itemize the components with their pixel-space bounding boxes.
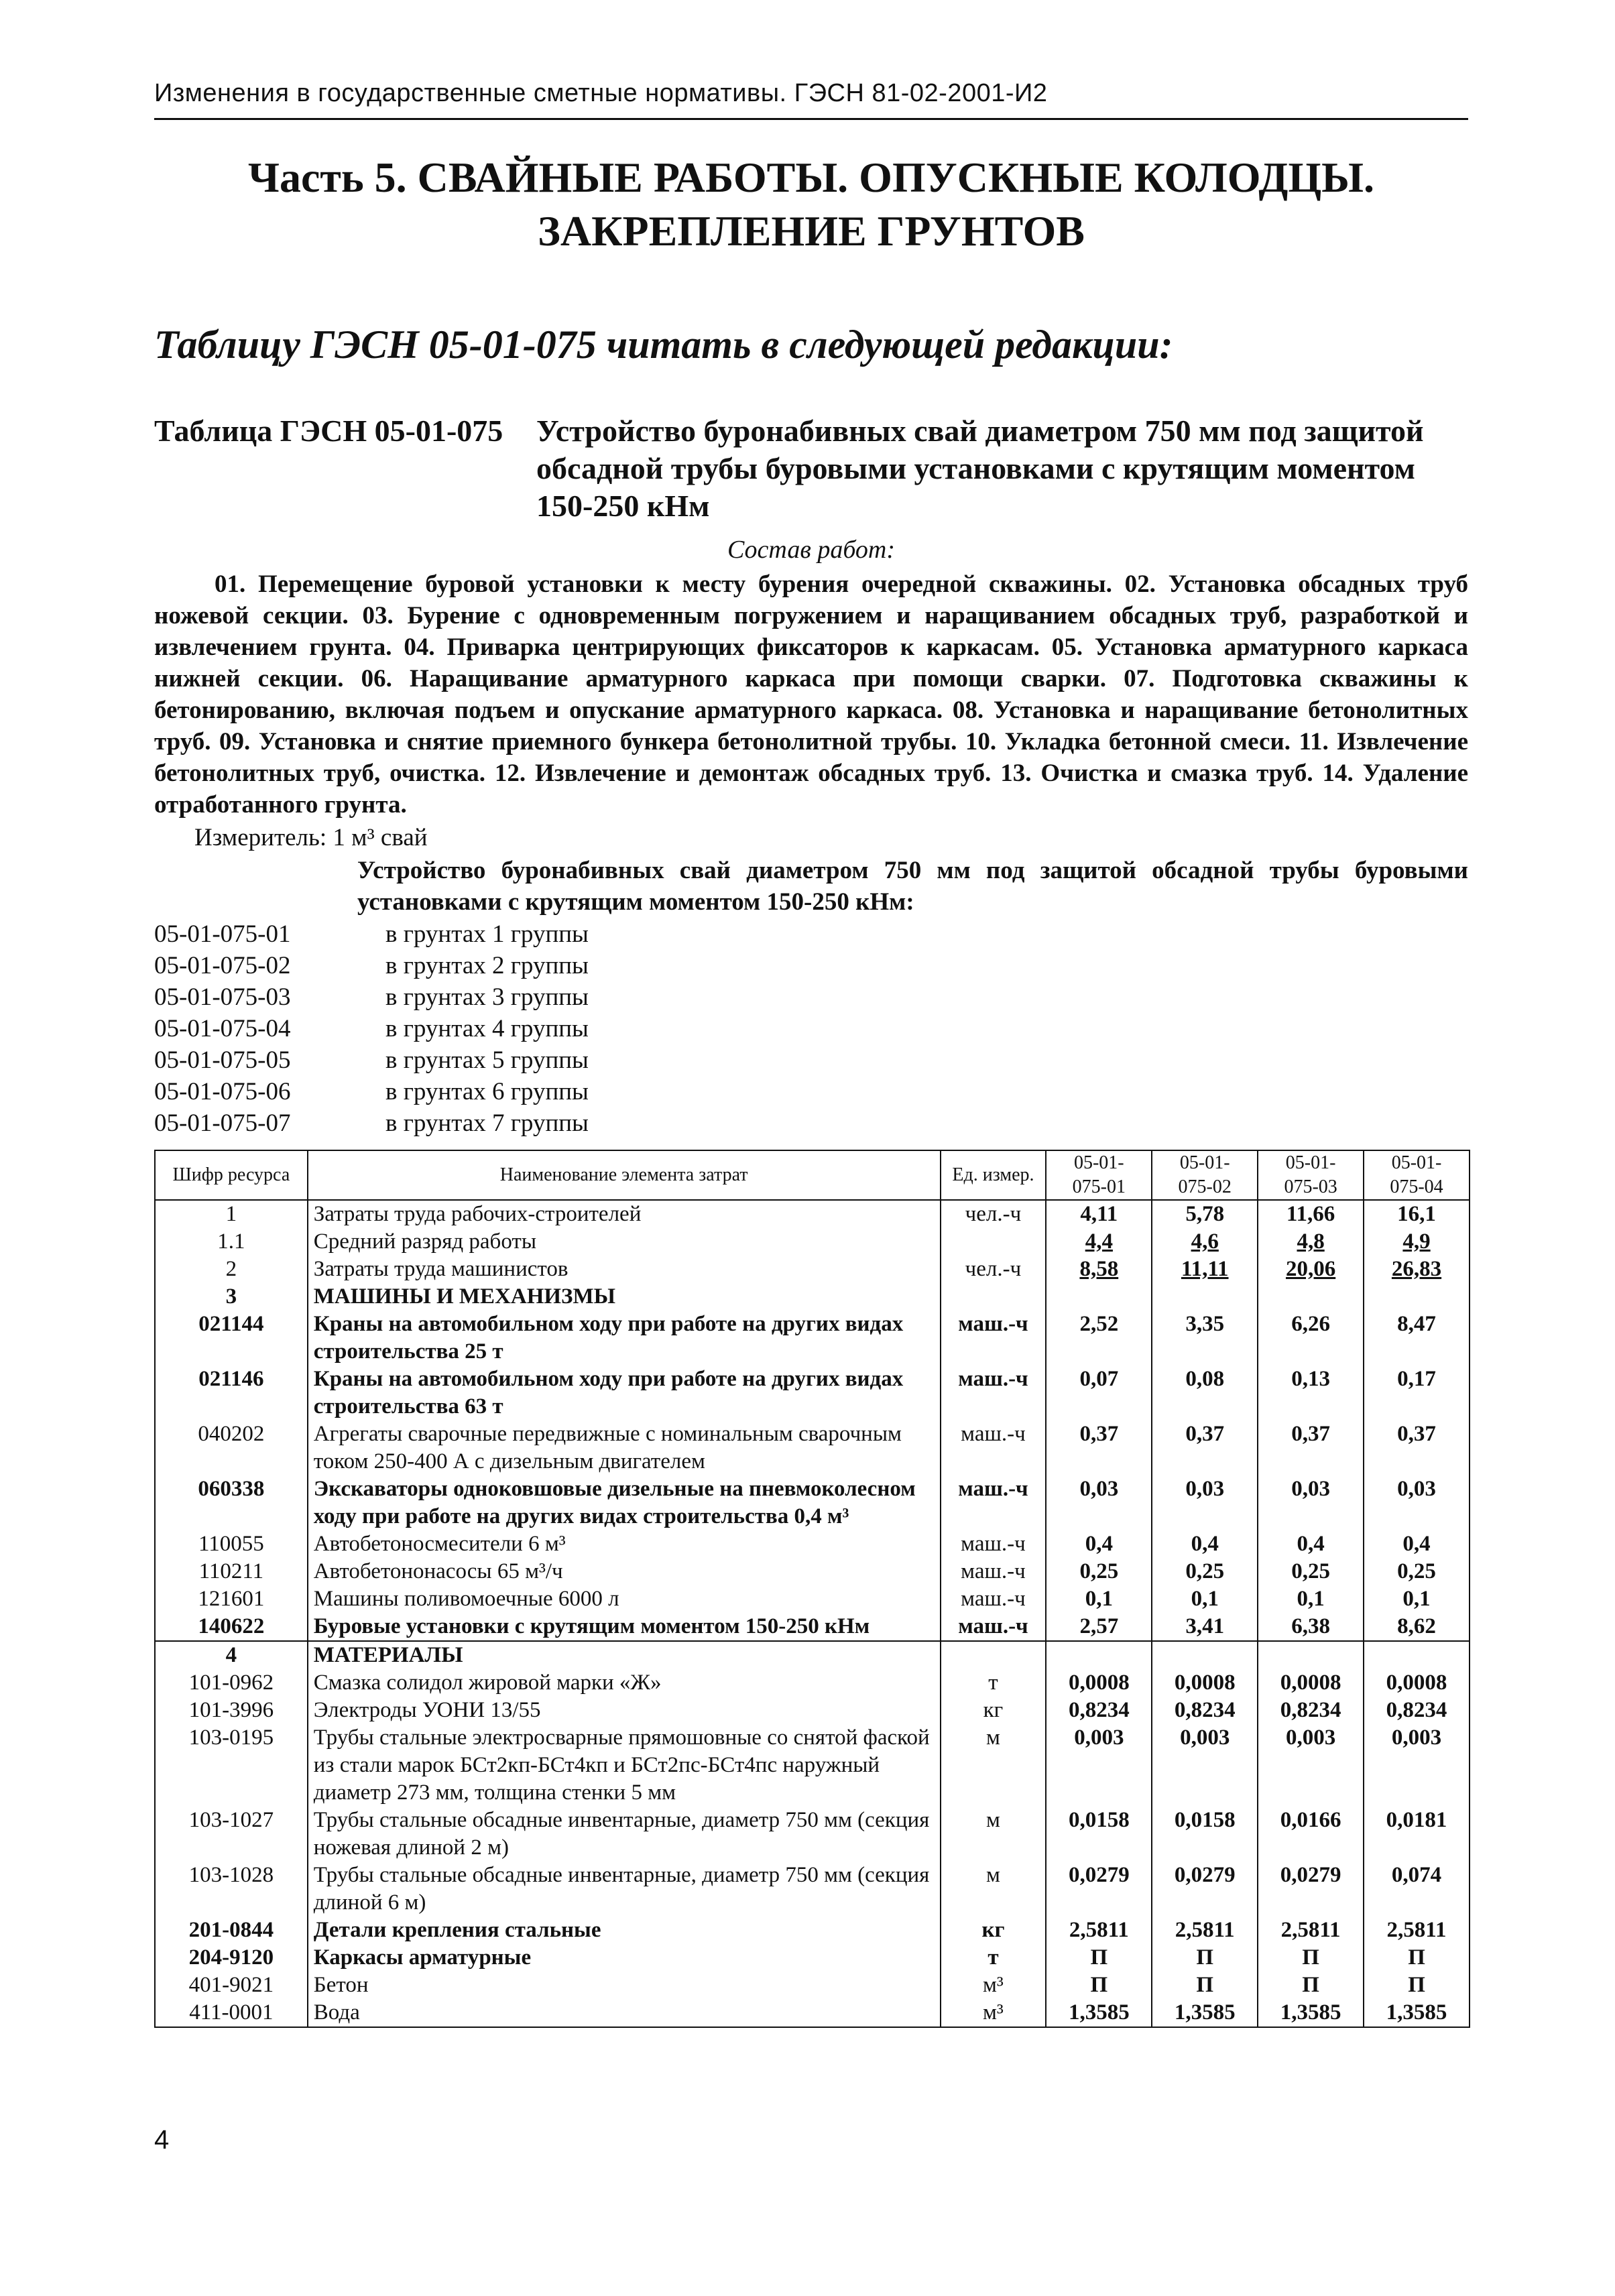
table-row bbox=[155, 1724, 1470, 1807]
resource-value: 3,41 bbox=[1152, 1613, 1258, 1641]
norm-code-text: в грунтах 7 группы bbox=[385, 1109, 589, 1137]
resource-name: Трубы стальные электросварные прямошовные со снятой фаской из стали марок БСт2кп-БСт4кп и БСт2пс-БСт4пс наружный диаметр 273 мм, толщина стенки 5 мм bbox=[308, 1724, 941, 1807]
resource-value bbox=[1152, 1641, 1258, 1669]
resource-value: 4,8 bbox=[1258, 1228, 1364, 1256]
resource-value: 0,13 bbox=[1258, 1366, 1364, 1421]
resource-unit: маш.-ч bbox=[941, 1475, 1046, 1530]
resource-unit: чел.-ч bbox=[941, 1200, 1046, 1228]
measure-unit bbox=[194, 823, 428, 852]
norm-code-text: в грунтах 4 группы bbox=[385, 1015, 589, 1042]
resource-name: Автобетононасосы 65 м³/ч bbox=[308, 1558, 941, 1585]
resource-value: 8,47 bbox=[1364, 1311, 1470, 1366]
norm-code-text: в грунтах 6 группы bbox=[385, 1078, 589, 1105]
table-row bbox=[155, 1228, 1470, 1256]
resource-unit: т bbox=[941, 1944, 1046, 1972]
resource-unit: м bbox=[941, 1724, 1046, 1807]
resource-unit bbox=[941, 1228, 1046, 1256]
resource-value: 1,3585 bbox=[1364, 1999, 1470, 2027]
resource-value: 0,37 bbox=[1046, 1421, 1152, 1475]
resource-name: Автобетоносмесители 6 м³ bbox=[308, 1530, 941, 1558]
resource-value: 4,11 bbox=[1046, 1200, 1152, 1228]
norm-code: 05-01-075-07 bbox=[154, 1109, 291, 1137]
norm-code-item bbox=[154, 1107, 825, 1139]
resource-name: Краны на автомобильном ходу при работе на других видах строительства 25 т bbox=[308, 1311, 941, 1366]
resource-value bbox=[1046, 1283, 1152, 1311]
resource-code: 021146 bbox=[155, 1366, 308, 1421]
table-row bbox=[155, 1311, 1470, 1366]
resource-unit: маш.-ч bbox=[941, 1530, 1046, 1558]
table-header-row bbox=[155, 1150, 1470, 1200]
resource-value: П bbox=[1046, 1944, 1152, 1972]
resource-unit bbox=[941, 1283, 1046, 1311]
resource-value: 0,003 bbox=[1152, 1724, 1258, 1807]
resource-value: 0,03 bbox=[1364, 1475, 1470, 1530]
table-row bbox=[155, 1421, 1470, 1475]
resource-code: 040202 bbox=[155, 1421, 308, 1475]
norm-code-item bbox=[154, 1013, 825, 1044]
resource-code: 4 bbox=[155, 1641, 308, 1669]
resource-name: Затраты труда рабочих-строителей bbox=[308, 1200, 941, 1228]
table-row bbox=[155, 1558, 1470, 1585]
header-col-2: 05-01- 075-02 bbox=[1152, 1150, 1258, 1200]
resource-value: 0,25 bbox=[1258, 1558, 1364, 1585]
resource-value: 0,25 bbox=[1152, 1558, 1258, 1585]
resource-value: 0,08 bbox=[1152, 1366, 1258, 1421]
resource-value: П bbox=[1152, 1972, 1258, 1999]
table-row bbox=[155, 1641, 1470, 1669]
table-row bbox=[155, 1697, 1470, 1724]
resource-value: 2,5811 bbox=[1046, 1917, 1152, 1944]
table-row bbox=[155, 1944, 1470, 1972]
norm-code-text: в грунтах 3 группы bbox=[385, 983, 589, 1011]
resource-value: 4,6 bbox=[1152, 1228, 1258, 1256]
norm-code-text: в грунтах 1 группы bbox=[385, 920, 589, 948]
resource-unit: кг bbox=[941, 1917, 1046, 1944]
resource-name: Трубы стальные обсадные инвентарные, диаметр 750 мм (секция длиной 6 м) bbox=[308, 1862, 941, 1917]
resource-value bbox=[1364, 1283, 1470, 1311]
resource-value: 0,25 bbox=[1046, 1558, 1152, 1585]
header-name: Наименование элемента затрат bbox=[308, 1150, 941, 1200]
resource-value: 11,66 bbox=[1258, 1200, 1364, 1228]
table-row bbox=[155, 1972, 1470, 1999]
header-col-1: 05-01- 075-01 bbox=[1046, 1150, 1152, 1200]
resource-value: П bbox=[1364, 1944, 1470, 1972]
resource-code: 121601 bbox=[155, 1585, 308, 1613]
resource-value: 0,0181 bbox=[1364, 1807, 1470, 1862]
resource-value: 8,62 bbox=[1364, 1613, 1470, 1641]
resource-value bbox=[1258, 1641, 1364, 1669]
resource-unit bbox=[941, 1641, 1046, 1669]
table-row bbox=[155, 1585, 1470, 1613]
resource-value: П bbox=[1364, 1972, 1470, 1999]
norm-code: 05-01-075-04 bbox=[154, 1015, 291, 1042]
resource-name: Машины поливомоечные 6000 л bbox=[308, 1585, 941, 1613]
resource-unit: м³ bbox=[941, 1999, 1046, 2027]
resource-value: 0,8234 bbox=[1046, 1697, 1152, 1724]
resource-unit: маш.-ч bbox=[941, 1558, 1046, 1585]
norm-code-item bbox=[154, 918, 825, 950]
resource-value: 0,03 bbox=[1152, 1475, 1258, 1530]
resource-name: Вода bbox=[308, 1999, 941, 2027]
resource-code: 140622 bbox=[155, 1613, 308, 1641]
part-title bbox=[154, 151, 1468, 258]
resource-name: Экскаваторы одноковшовые дизельные на пневмоколесном ходу при работе на других видах строительства 0,4 м³ bbox=[308, 1475, 941, 1530]
resource-value: 5,78 bbox=[1152, 1200, 1258, 1228]
resource-value: 0,37 bbox=[1258, 1421, 1364, 1475]
part-title-line2: ЗАКРЕПЛЕНИЕ ГРУНТОВ bbox=[538, 207, 1085, 255]
resource-unit: маш.-ч bbox=[941, 1613, 1046, 1641]
table-label: Таблица ГЭСН 05-01-075 bbox=[154, 414, 503, 448]
resource-value bbox=[1364, 1641, 1470, 1669]
resource-code: 411-0001 bbox=[155, 1999, 308, 2027]
table-row bbox=[155, 1200, 1470, 1228]
resource-value: 0,0158 bbox=[1046, 1807, 1152, 1862]
resource-code: 021144 bbox=[155, 1311, 308, 1366]
resource-code: 110055 bbox=[155, 1530, 308, 1558]
resource-value: 3,35 bbox=[1152, 1311, 1258, 1366]
resource-unit: маш.-ч bbox=[941, 1585, 1046, 1613]
header-code: Шифр ресурса bbox=[155, 1150, 308, 1200]
resource-value: 6,26 bbox=[1258, 1311, 1364, 1366]
edition-note: Таблицу ГЭСН 05-01-075 читать в следующей редакции: bbox=[154, 322, 1173, 367]
table-row bbox=[155, 1669, 1470, 1697]
page-header: Изменения в государственные сметные нормативы. ГЭСН 81-02-2001-И2 bbox=[154, 79, 1048, 107]
resource-value: 0,0166 bbox=[1258, 1807, 1364, 1862]
resource-value: 0,0008 bbox=[1046, 1669, 1152, 1697]
resource-name: Смазка солидол жировой марки «Ж» bbox=[308, 1669, 941, 1697]
header-unit: Ед. измер. bbox=[941, 1150, 1046, 1200]
resource-name: Затраты труда машинистов bbox=[308, 1256, 941, 1283]
resource-unit: кг bbox=[941, 1697, 1046, 1724]
resource-name: Буровые установки с крутящим моментом 150-250 кНм bbox=[308, 1613, 941, 1641]
table-row bbox=[155, 1999, 1470, 2027]
resource-name: Бетон bbox=[308, 1972, 941, 1999]
header-rule bbox=[154, 118, 1468, 120]
resource-unit: маш.-ч bbox=[941, 1366, 1046, 1421]
resource-value: 0,1 bbox=[1364, 1585, 1470, 1613]
norm-code-item bbox=[154, 950, 825, 981]
resource-value: 0,0279 bbox=[1152, 1862, 1258, 1917]
table-title: Устройство буронабивных свай диаметром 750 мм под защитой обсадной трубы буровыми установками с крутящим моментом 150-250 кНм bbox=[536, 414, 1424, 523]
resource-value: 0,8234 bbox=[1364, 1697, 1470, 1724]
work-composition-text: 01. Перемещение буровой установки к месту бурения очередной скважины. 02. Установка обсадных труб ножевой секции. 03. Бурение с одновременным погружением и наращиванием обсадных труб, разработкой и извлечением грунта. 04. Приварка центрирующих фиксаторов к каркасам. 05. Установка арматурного каркаса нижней секции. 06. Наращивание арматурного каркаса при помощи сварки. 07. Подготовка скважины к бетонированию, включая подъем и опускание арматурного каркаса. 08. Установка и наращивание бетонолитных труб. 09. Установка и снятие приемного бункера бетонолитной трубы. 10. Укладка бетонной смеси. 11. Извлечение бетонолитных труб, очистка. 12. Извлечение и демонтаж обсадных труб. 13. Очистка и смазка труб. 14. Удаление отработанного грунта. bbox=[154, 570, 1468, 819]
resource-value: 0,003 bbox=[1364, 1724, 1470, 1807]
resource-value: 0,0008 bbox=[1258, 1669, 1364, 1697]
resource-code: 103-1027 bbox=[155, 1807, 308, 1862]
resource-value: 8,58 bbox=[1046, 1256, 1152, 1283]
norm-code-item bbox=[154, 981, 825, 1013]
resource-name: Электроды УОНИ 13/55 bbox=[308, 1697, 941, 1724]
resource-value: 0,4 bbox=[1364, 1530, 1470, 1558]
resource-value: 0,17 bbox=[1364, 1366, 1470, 1421]
norm-code: 05-01-075-03 bbox=[154, 983, 291, 1011]
resource-value: 0,003 bbox=[1046, 1724, 1152, 1807]
resource-code: 2 bbox=[155, 1256, 308, 1283]
resource-name: Средний разряд работы bbox=[308, 1228, 941, 1256]
resource-value: 0,8234 bbox=[1152, 1697, 1258, 1724]
measure-value: 1 м³ свай bbox=[333, 824, 428, 851]
resource-name: Каркасы арматурные bbox=[308, 1944, 941, 1972]
resource-value: П bbox=[1152, 1944, 1258, 1972]
header-col-4: 05-01- 075-04 bbox=[1364, 1150, 1470, 1200]
resource-name: МАШИНЫ И МЕХАНИЗМЫ bbox=[308, 1283, 941, 1311]
table-row bbox=[155, 1530, 1470, 1558]
resource-value: 0,03 bbox=[1046, 1475, 1152, 1530]
resource-value: П bbox=[1258, 1944, 1364, 1972]
resource-code: 204-9120 bbox=[155, 1944, 308, 1972]
resource-value bbox=[1152, 1283, 1258, 1311]
resource-value: 1,3585 bbox=[1046, 1999, 1152, 2027]
resource-value: 26,83 bbox=[1364, 1256, 1470, 1283]
resource-value: 1,3585 bbox=[1152, 1999, 1258, 2027]
resource-unit: чел.-ч bbox=[941, 1256, 1046, 1283]
resource-name: Агрегаты сварочные передвижные с номинальным сварочным током 250-400 А с дизельным двигателем bbox=[308, 1421, 941, 1475]
resource-unit: маш.-ч bbox=[941, 1421, 1046, 1475]
resource-unit: м bbox=[941, 1862, 1046, 1917]
resource-value: 0,03 bbox=[1258, 1475, 1364, 1530]
table-row bbox=[155, 1917, 1470, 1944]
table-row bbox=[155, 1807, 1470, 1862]
table-row bbox=[155, 1256, 1470, 1283]
resource-code: 1 bbox=[155, 1200, 308, 1228]
resource-value: 0,0279 bbox=[1258, 1862, 1364, 1917]
resource-code: 103-1028 bbox=[155, 1862, 308, 1917]
resource-name: Трубы стальные обсадные инвентарные, диаметр 750 мм (секция ножевая длиной 2 м) bbox=[308, 1807, 941, 1862]
resource-value: П bbox=[1046, 1972, 1152, 1999]
work-composition-heading: Состав работ: bbox=[727, 536, 896, 564]
resource-value: 0,4 bbox=[1258, 1530, 1364, 1558]
measure-label: Измеритель: bbox=[194, 824, 327, 851]
resource-code: 201-0844 bbox=[155, 1917, 308, 1944]
resource-code: 060338 bbox=[155, 1475, 308, 1530]
resource-value: 0,0158 bbox=[1152, 1807, 1258, 1862]
table-row bbox=[155, 1475, 1470, 1530]
resource-unit: м bbox=[941, 1807, 1046, 1862]
resource-value: 0,1 bbox=[1046, 1585, 1152, 1613]
resource-table bbox=[154, 1150, 1470, 2028]
norm-code: 05-01-075-02 bbox=[154, 952, 291, 979]
part-title-line1: Часть 5. СВАЙНЫЕ РАБОТЫ. ОПУСКНЫЕ КОЛОДЦЫ. bbox=[248, 154, 1374, 201]
norm-code-text: в грунтах 5 группы bbox=[385, 1046, 589, 1074]
table-row bbox=[155, 1366, 1470, 1421]
resource-unit: м³ bbox=[941, 1972, 1046, 1999]
resource-code: 1.1 bbox=[155, 1228, 308, 1256]
resource-value: 0,4 bbox=[1046, 1530, 1152, 1558]
resource-value: 0,8234 bbox=[1258, 1697, 1364, 1724]
resource-value: 0,07 bbox=[1046, 1366, 1152, 1421]
norm-code-list bbox=[154, 918, 825, 1139]
resource-value: 0,074 bbox=[1364, 1862, 1470, 1917]
resource-name: МАТЕРИАЛЫ bbox=[308, 1641, 941, 1669]
resource-code: 103-0195 bbox=[155, 1724, 308, 1807]
resource-value bbox=[1046, 1641, 1152, 1669]
resource-value bbox=[1258, 1283, 1364, 1311]
table-row bbox=[155, 1613, 1470, 1641]
resource-value: 4,4 bbox=[1046, 1228, 1152, 1256]
norm-code: 05-01-075-01 bbox=[154, 920, 291, 948]
resource-code: 101-0962 bbox=[155, 1669, 308, 1697]
resource-value: 0,1 bbox=[1152, 1585, 1258, 1613]
resource-value: П bbox=[1258, 1972, 1364, 1999]
group-description: Устройство буронабивных свай диаметром 750 мм под защитой обсадной трубы буровыми установками с крутящим моментом 150-250 кНм: bbox=[357, 857, 1468, 916]
header-col-3: 05-01- 075-03 bbox=[1258, 1150, 1364, 1200]
norm-code-text: в грунтах 2 группы bbox=[385, 952, 589, 979]
page-number: 4 bbox=[154, 2125, 170, 2155]
resource-value: 6,38 bbox=[1258, 1613, 1364, 1641]
resource-value: 4,9 bbox=[1364, 1228, 1470, 1256]
resource-value: 16,1 bbox=[1364, 1200, 1470, 1228]
norm-code-item bbox=[154, 1044, 825, 1076]
resource-value: 2,57 bbox=[1046, 1613, 1152, 1641]
resource-value: 0,1 bbox=[1258, 1585, 1364, 1613]
resource-code: 110211 bbox=[155, 1558, 308, 1585]
resource-value: 0,37 bbox=[1152, 1421, 1258, 1475]
table-row bbox=[155, 1862, 1470, 1917]
resource-value: 2,5811 bbox=[1364, 1917, 1470, 1944]
resource-value: 20,06 bbox=[1258, 1256, 1364, 1283]
norm-code: 05-01-075-05 bbox=[154, 1046, 291, 1074]
resource-value: 0,0279 bbox=[1046, 1862, 1152, 1917]
resource-value: 0,003 bbox=[1258, 1724, 1364, 1807]
resource-value: 2,52 bbox=[1046, 1311, 1152, 1366]
resource-code: 101-3996 bbox=[155, 1697, 308, 1724]
norm-code-item bbox=[154, 1076, 825, 1107]
resource-value: 0,0008 bbox=[1364, 1669, 1470, 1697]
resource-value: 0,4 bbox=[1152, 1530, 1258, 1558]
resource-value: 0,0008 bbox=[1152, 1669, 1258, 1697]
resource-value: 1,3585 bbox=[1258, 1999, 1364, 2027]
resource-value: 2,5811 bbox=[1258, 1917, 1364, 1944]
resource-code: 3 bbox=[155, 1283, 308, 1311]
resource-unit: маш.-ч bbox=[941, 1311, 1046, 1366]
resource-value: 0,25 bbox=[1364, 1558, 1470, 1585]
resource-value: 0,37 bbox=[1364, 1421, 1470, 1475]
resource-name: Детали крепления стальные bbox=[308, 1917, 941, 1944]
norm-code: 05-01-075-06 bbox=[154, 1078, 291, 1105]
resource-name: Краны на автомобильном ходу при работе на других видах строительства 63 т bbox=[308, 1366, 941, 1421]
resource-unit: т bbox=[941, 1669, 1046, 1697]
table-row bbox=[155, 1283, 1470, 1311]
resource-value: 2,5811 bbox=[1152, 1917, 1258, 1944]
resource-code: 401-9021 bbox=[155, 1972, 308, 1999]
resource-value: 11,11 bbox=[1152, 1256, 1258, 1283]
